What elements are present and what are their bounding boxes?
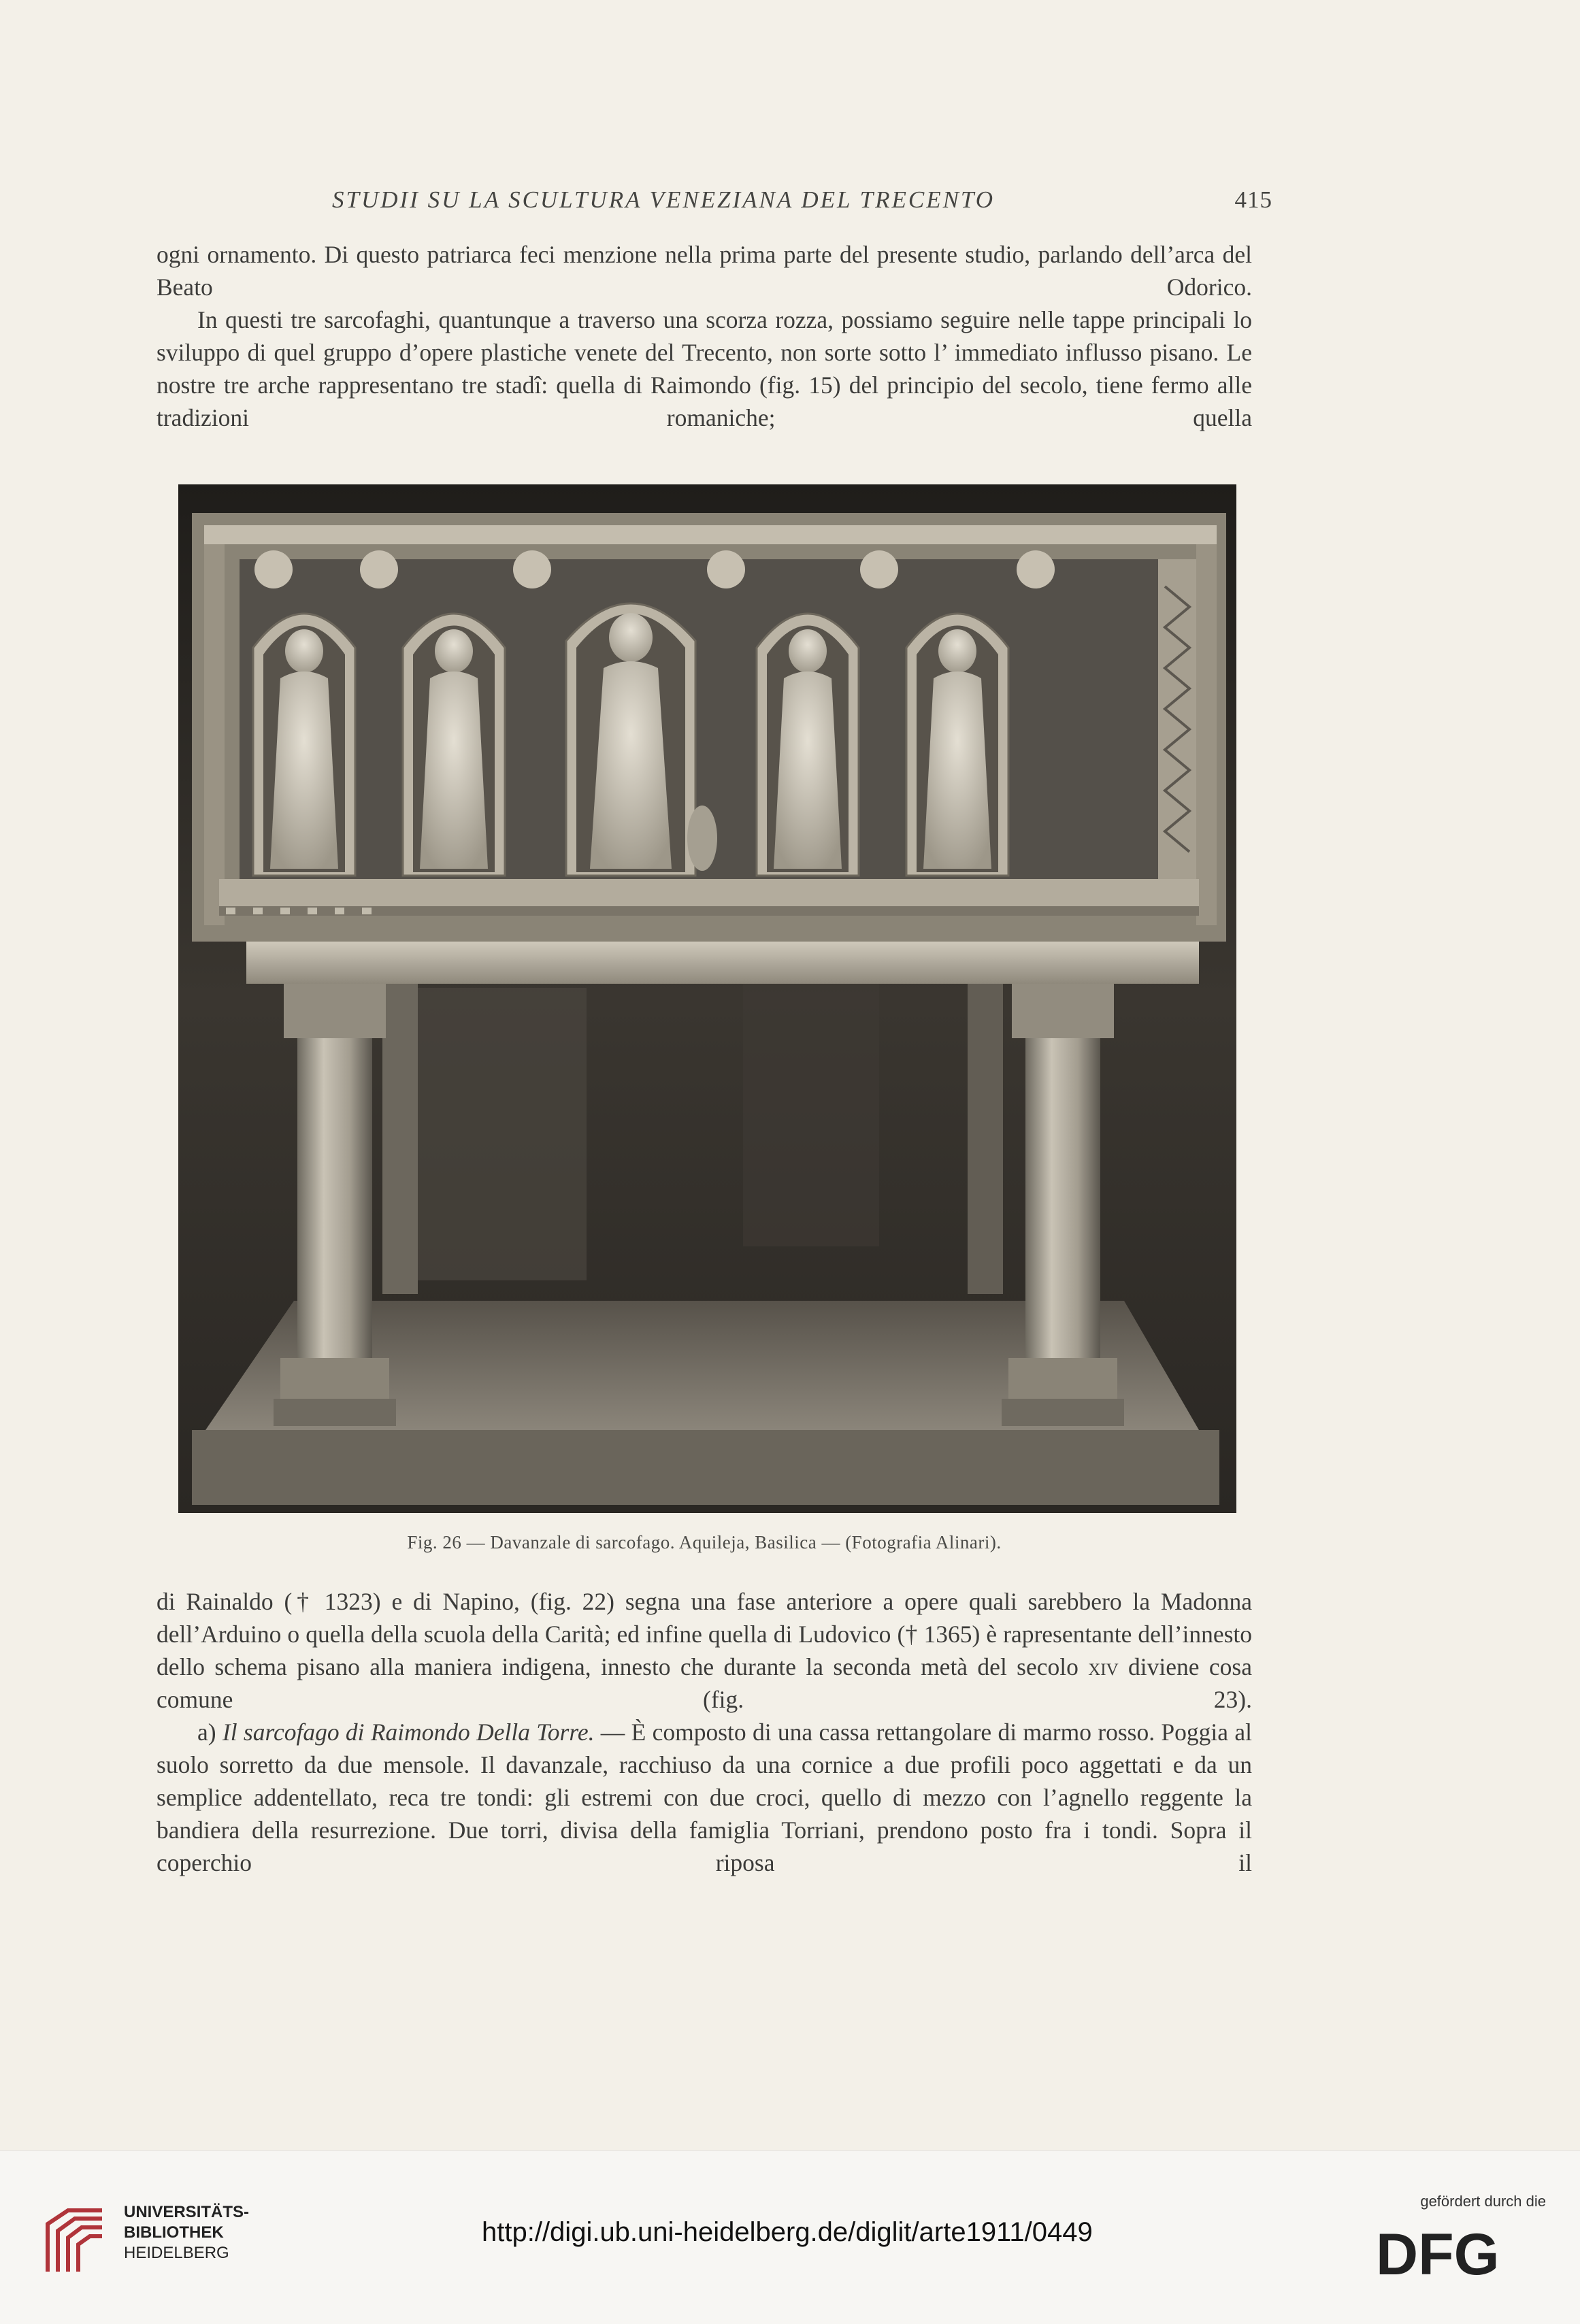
sarcophagus-photo <box>178 484 1236 1513</box>
figure-caption: Fig. 26 — Davanzale di sarcofago. Aquileja, Basilica — (Fotografia Alinari). <box>407 1532 1002 1553</box>
section-label: a) <box>197 1719 223 1746</box>
sarcophagus-illustration <box>178 484 1236 1513</box>
viewer-footer <box>0 2150 1580 2324</box>
page-number: 415 <box>1234 186 1272 213</box>
running-title: STUDII SU LA SCULTURA VENEZIANA DEL TRECENTO <box>332 186 995 213</box>
paragraph <box>157 1716 1252 1879</box>
library-name-line: HEIDELBERG <box>124 2244 229 2262</box>
running-header <box>157 181 1272 222</box>
paragraph-text: — È composto di una cassa rettangolare di marmo rosso. Poggia al suolo sorretto da due mensole. Il davanzale, racchiuso da una cornice a due profili poco aggettati e da un semplice addentellato, reca tre tondi: gli estremi con due croci, quello di mezzo con l’agnello reggente la bandiera della resurrezione. Due torri, divisa della famiglia Torriani, prendono posto fra i tondi. Sopra il coperchio riposa il <box>157 1719 1252 1876</box>
section-title: Il sarcofago di Raimondo Della Torre. <box>222 1719 595 1746</box>
library-name-line: UNIVERSITÄTS- <box>124 2203 250 2221</box>
library-name-line: BIBLIOTHEK <box>124 2223 224 2242</box>
paragraph <box>157 1585 1252 1716</box>
body-text-bottom <box>157 1585 1252 1879</box>
paragraph-text: diviene cosa comune (fig. 23). <box>157 1653 1252 1713</box>
dfg-logo <box>1376 2225 1546 2280</box>
library-name <box>124 2202 249 2263</box>
body-text-top <box>157 238 1252 434</box>
paragraph: In questi tre sarcofaghi, quantunque a traverso una scorza rozza, possiamo seguire nelle tappe principali lo sviluppo di quel gruppo d’opere plastiche venete del Trecento, non sorte sotto l’ immediato influsso pisano. Le nostre tre arche rappresentano tre stadî: quella di Raimondo (fig. 15) del principio del secolo, tiene fermo alle tradizioni romaniche; quella <box>157 306 1252 431</box>
permalink[interactable]: http://digi.ub.uni-heidelberg.de/diglit/arte1911/0449 <box>482 2217 1093 2247</box>
century-numeral: xiv <box>1088 1653 1119 1680</box>
paragraph-text: di Rainaldo († 1323) e di Napino, (fig. 22) segna una fase anteriore a opere quali sarebbero la Madonna dell’Arduino o quella della scuola della Carità; ed infine quella di Ludovico († 1365) è rapresentante dell’innesto dello schema pisano alla maniera indigena, innesto che durante la seconda metà del secolo <box>157 1588 1252 1680</box>
funding-note: gefördert durch die <box>1420 2193 1546 2210</box>
paragraph: ogni ornamento. Di questo patriarca feci menzione nella prima parte del presente studio, parlando dell’arca del Beato Odorico. <box>157 241 1252 301</box>
university-library-logo <box>41 2204 109 2278</box>
dfg-logo-text: DFG <box>1376 2225 1500 2280</box>
